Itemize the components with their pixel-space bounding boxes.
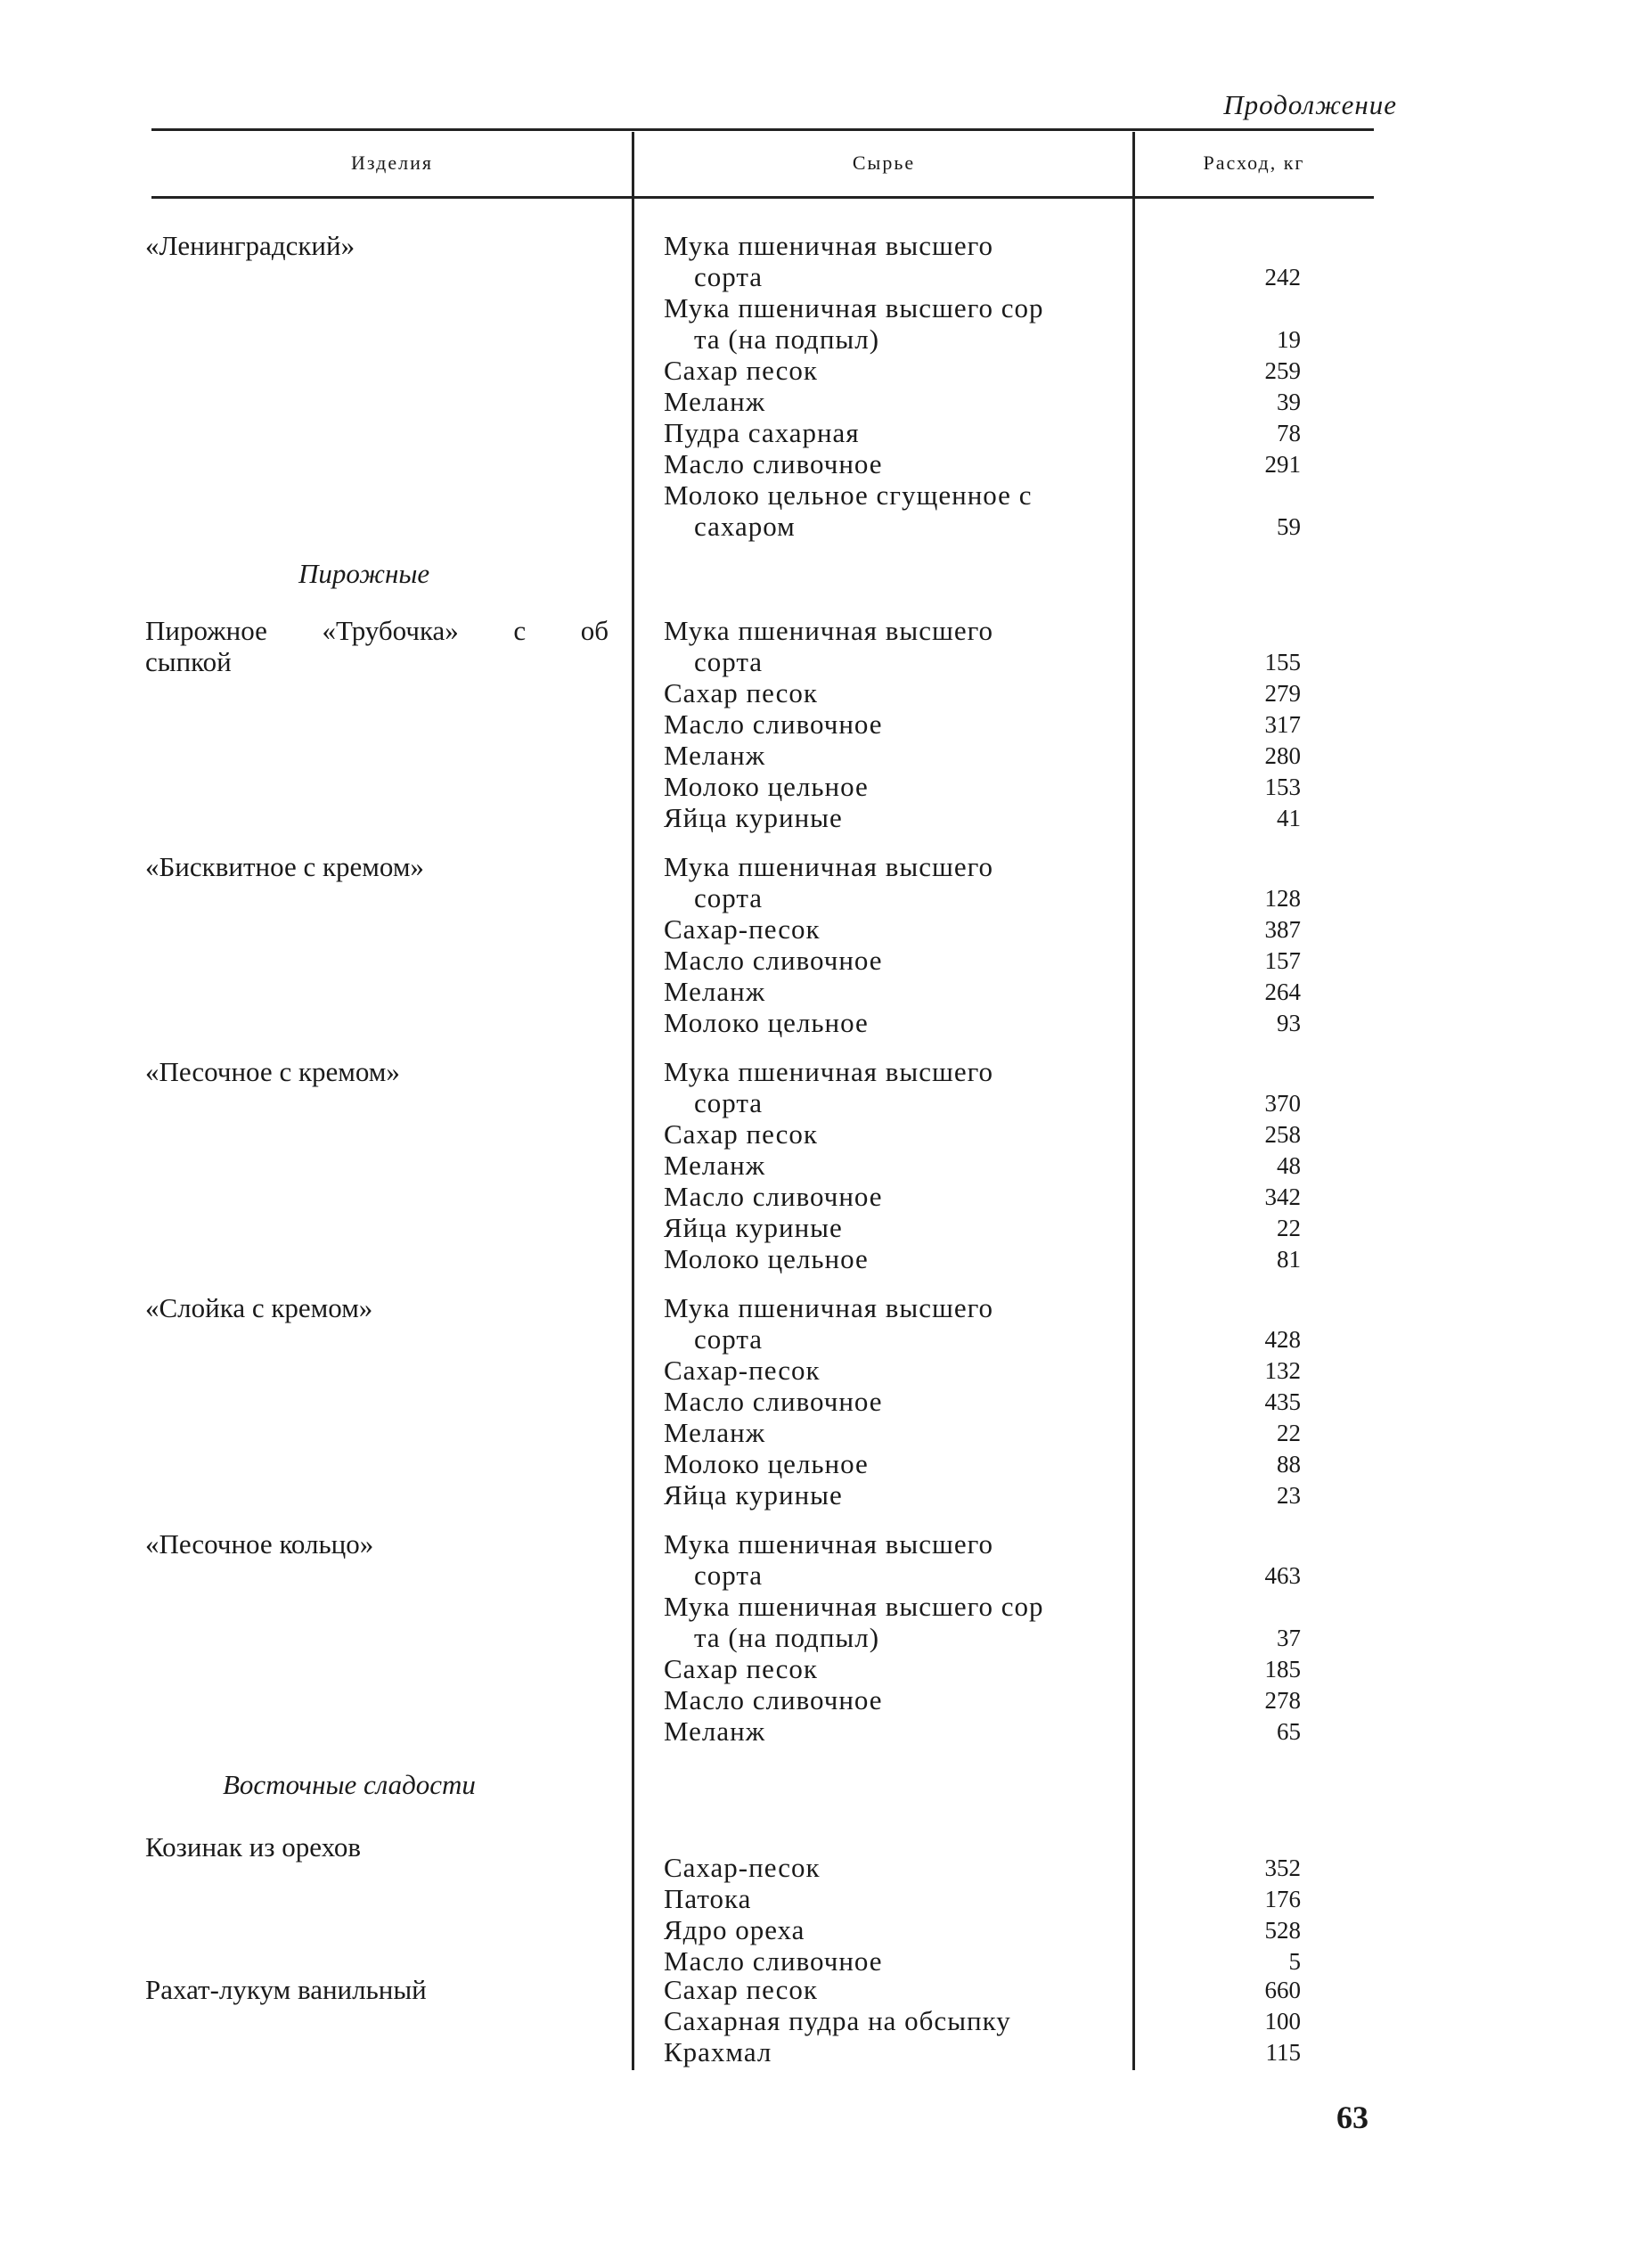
material-cell: Масло сливочное bbox=[664, 1386, 883, 1417]
material-cell: Молоко цельное сгущенное с bbox=[664, 479, 1033, 511]
quantity-cell: 22 bbox=[1277, 1215, 1301, 1241]
material-cell: Меланж bbox=[664, 1715, 766, 1747]
quantity-cell: 48 bbox=[1277, 1152, 1301, 1179]
material-cell: Меланж bbox=[664, 976, 766, 1007]
header-material: Сырье bbox=[852, 151, 916, 174]
quantity-cell: 59 bbox=[1277, 513, 1301, 540]
material-cell: Патока bbox=[664, 1883, 752, 1914]
quantity-cell: 153 bbox=[1264, 774, 1301, 800]
product-cell: «Бисквитное с кремом» bbox=[145, 851, 424, 882]
table-row bbox=[0, 1087, 1634, 1119]
quantity-cell: 41 bbox=[1277, 805, 1301, 831]
material-cell: Молоко цельное bbox=[664, 1448, 869, 1479]
quantity-cell: 279 bbox=[1264, 680, 1301, 707]
quantity-cell: 242 bbox=[1264, 264, 1301, 291]
quantity-cell: 352 bbox=[1264, 1855, 1301, 1881]
table-row bbox=[0, 1150, 1634, 1182]
table-row bbox=[0, 1528, 1634, 1560]
material-cell: Мука пшеничная высшего bbox=[664, 851, 994, 882]
table-row bbox=[0, 1715, 1634, 1748]
table-row bbox=[0, 976, 1634, 1008]
quantity-cell: 291 bbox=[1264, 451, 1301, 478]
quantity-cell: 78 bbox=[1277, 420, 1301, 446]
table-row bbox=[0, 1591, 1634, 1623]
table-row bbox=[0, 386, 1634, 418]
table-row bbox=[0, 802, 1634, 834]
material-cell: Мука пшеничная высшего bbox=[664, 1292, 994, 1323]
header-bottom-rule bbox=[151, 196, 1374, 199]
product-cell: «Ленинградский» bbox=[145, 230, 355, 261]
quantity-cell: 258 bbox=[1264, 1121, 1301, 1148]
material-cell: Масло сливочное bbox=[664, 945, 883, 976]
table-row bbox=[0, 1181, 1634, 1213]
quantity-cell: 176 bbox=[1264, 1886, 1301, 1912]
quantity-cell: 528 bbox=[1264, 1917, 1301, 1944]
material-cell: Мука пшеничная высшего bbox=[664, 1056, 994, 1087]
table-row bbox=[0, 646, 1634, 678]
header-product: Изделия bbox=[350, 151, 433, 174]
material-cell: та (на подпыл) bbox=[694, 1622, 880, 1653]
quantity-cell: 463 bbox=[1264, 1562, 1301, 1589]
quantity-cell: 128 bbox=[1264, 885, 1301, 912]
quantity-cell: 185 bbox=[1264, 1656, 1301, 1683]
table-row bbox=[0, 1560, 1634, 1592]
material-cell: Сахар песок bbox=[664, 1974, 818, 2005]
material-cell: Масло сливочное bbox=[664, 448, 883, 479]
quantity-cell: 259 bbox=[1264, 357, 1301, 384]
material-cell: Масло сливочное bbox=[664, 1945, 883, 1977]
table-row bbox=[0, 1852, 1634, 1884]
quantity-cell: 157 bbox=[1264, 947, 1301, 974]
header-quantity: Расход, кг bbox=[1203, 151, 1305, 174]
product-cell: сыпкой bbox=[145, 646, 232, 677]
material-cell: Сахарная пудра на обсыпку bbox=[664, 2005, 1011, 2036]
material-cell: Сахар-песок bbox=[664, 1355, 821, 1386]
table-row bbox=[0, 479, 1634, 512]
table-row bbox=[0, 355, 1634, 387]
product-cell: Пирожное «Трубочка» с об bbox=[145, 615, 609, 646]
header-top-rule bbox=[151, 128, 1374, 131]
table-row bbox=[0, 448, 1634, 480]
quantity-cell: 19 bbox=[1277, 326, 1301, 353]
quantity-cell: 23 bbox=[1277, 1482, 1301, 1509]
quantity-cell: 93 bbox=[1277, 1010, 1301, 1036]
table-row bbox=[0, 1212, 1634, 1244]
quantity-cell: 278 bbox=[1264, 1687, 1301, 1714]
quantity-cell: 370 bbox=[1264, 1090, 1301, 1117]
quantity-cell: 115 bbox=[1265, 2039, 1301, 2066]
material-cell: Ядро ореха bbox=[664, 1914, 805, 1945]
material-cell: Меланж bbox=[664, 740, 766, 771]
material-cell: Яйца куриные bbox=[664, 1479, 843, 1511]
quantity-cell: 428 bbox=[1264, 1326, 1301, 1353]
table-row bbox=[0, 1479, 1634, 1511]
material-cell: Мука пшеничная высшего bbox=[664, 1528, 994, 1560]
material-cell: Мука пшеничная высшего сор bbox=[664, 292, 1044, 323]
quantity-cell: 387 bbox=[1264, 916, 1301, 943]
table-row bbox=[0, 945, 1634, 977]
product-cell: Козинак из орехов bbox=[145, 1831, 362, 1863]
quantity-cell: 132 bbox=[1264, 1357, 1301, 1384]
table-row bbox=[0, 1323, 1634, 1355]
quantity-cell: 22 bbox=[1277, 1420, 1301, 1446]
page-number: 63 bbox=[1336, 2100, 1368, 2135]
material-cell: Яйца куриные bbox=[664, 802, 843, 833]
quantity-cell: 264 bbox=[1264, 978, 1301, 1005]
section-heading: Восточные сладости bbox=[223, 1769, 476, 1800]
material-cell: Сахар песок bbox=[664, 677, 818, 708]
material-cell: Крахмал bbox=[664, 2036, 772, 2067]
table-row bbox=[0, 851, 1634, 883]
material-cell: Мука пшеничная высшего сор bbox=[664, 1591, 1044, 1622]
product-cell: Рахат-лукум ванильный bbox=[145, 1974, 427, 2005]
table-row bbox=[0, 230, 1634, 262]
table-row bbox=[0, 1417, 1634, 1449]
material-cell: Сахар-песок bbox=[664, 1852, 821, 1883]
table-row bbox=[0, 1386, 1634, 1418]
table-row bbox=[0, 677, 1634, 709]
table-row bbox=[0, 1448, 1634, 1480]
material-cell: Масло сливочное bbox=[664, 1181, 883, 1212]
material-cell: Молоко цельное bbox=[664, 1243, 869, 1274]
table-row bbox=[0, 511, 1634, 543]
table-row bbox=[0, 1684, 1634, 1716]
quantity-cell: 155 bbox=[1264, 649, 1301, 675]
material-cell: Сахар песок bbox=[664, 1118, 818, 1150]
material-cell: Сахар песок bbox=[664, 355, 818, 386]
table-row bbox=[0, 1914, 1634, 1946]
table-row bbox=[0, 2036, 1634, 2068]
table-row bbox=[0, 323, 1634, 356]
table-row bbox=[0, 708, 1634, 741]
quantity-cell: 317 bbox=[1264, 711, 1301, 738]
table-row bbox=[0, 1007, 1634, 1039]
material-cell: Мука пшеничная высшего bbox=[664, 230, 994, 261]
material-cell: Сахар песок bbox=[664, 1653, 818, 1684]
table-row bbox=[0, 261, 1634, 293]
table-row bbox=[0, 1974, 1634, 2006]
material-cell: Молоко цельное bbox=[664, 771, 869, 802]
quantity-cell: 37 bbox=[1277, 1625, 1301, 1651]
table-row bbox=[0, 1056, 1634, 1088]
quantity-cell: 100 bbox=[1264, 2008, 1301, 2035]
table-row bbox=[0, 913, 1634, 946]
section-heading: Пирожные bbox=[298, 558, 430, 589]
material-cell: Яйца куриные bbox=[664, 1212, 843, 1243]
quantity-cell: 65 bbox=[1277, 1718, 1301, 1745]
quantity-cell: 81 bbox=[1277, 1246, 1301, 1273]
material-cell: Молоко цельное bbox=[664, 1007, 869, 1038]
quantity-cell: 660 bbox=[1264, 1977, 1301, 2003]
material-cell: сорта bbox=[694, 1087, 764, 1118]
table-row bbox=[0, 740, 1634, 772]
material-cell: Масло сливочное bbox=[664, 1684, 883, 1715]
table-row bbox=[0, 1118, 1634, 1150]
table-row bbox=[0, 1622, 1634, 1654]
material-cell: та (на подпыл) bbox=[694, 323, 880, 355]
material-cell: Меланж bbox=[664, 1150, 766, 1181]
material-cell: Сахар-песок bbox=[664, 913, 821, 945]
material-cell: Меланж bbox=[664, 1417, 766, 1448]
product-cell: «Песочное с кремом» bbox=[145, 1056, 400, 1087]
quantity-cell: 39 bbox=[1277, 389, 1301, 415]
material-cell: сахаром bbox=[694, 511, 796, 542]
quantity-cell: 5 bbox=[1288, 1948, 1301, 1975]
table-row bbox=[0, 882, 1634, 914]
material-cell: сорта bbox=[694, 1323, 764, 1355]
continuation-label: Продолжение bbox=[1223, 89, 1397, 120]
table-row bbox=[0, 1355, 1634, 1387]
material-cell: сорта bbox=[694, 646, 764, 677]
table-row bbox=[0, 1292, 1634, 1324]
table-row bbox=[0, 771, 1634, 803]
material-cell: сорта bbox=[694, 882, 764, 913]
material-cell: Мука пшеничная высшего bbox=[664, 615, 994, 646]
table-row bbox=[0, 292, 1634, 324]
table-row bbox=[0, 417, 1634, 449]
product-cell: «Песочное кольцо» bbox=[145, 1528, 374, 1560]
material-cell: сорта bbox=[694, 1560, 764, 1591]
quantity-cell: 342 bbox=[1264, 1183, 1301, 1210]
material-cell: Пудра сахарная bbox=[664, 417, 860, 448]
table-row bbox=[0, 1243, 1634, 1275]
quantity-cell: 435 bbox=[1264, 1388, 1301, 1415]
material-cell: сорта bbox=[694, 261, 764, 292]
material-cell: Масло сливочное bbox=[664, 708, 883, 740]
table-row bbox=[0, 615, 1634, 647]
material-cell: Меланж bbox=[664, 386, 766, 417]
table-row bbox=[0, 1945, 1634, 1977]
table-row bbox=[0, 1883, 1634, 1915]
product-cell: «Слойка с кремом» bbox=[145, 1292, 373, 1323]
quantity-cell: 280 bbox=[1264, 742, 1301, 769]
quantity-cell: 88 bbox=[1277, 1451, 1301, 1478]
table-row bbox=[0, 2005, 1634, 2037]
table-row bbox=[0, 1653, 1634, 1685]
